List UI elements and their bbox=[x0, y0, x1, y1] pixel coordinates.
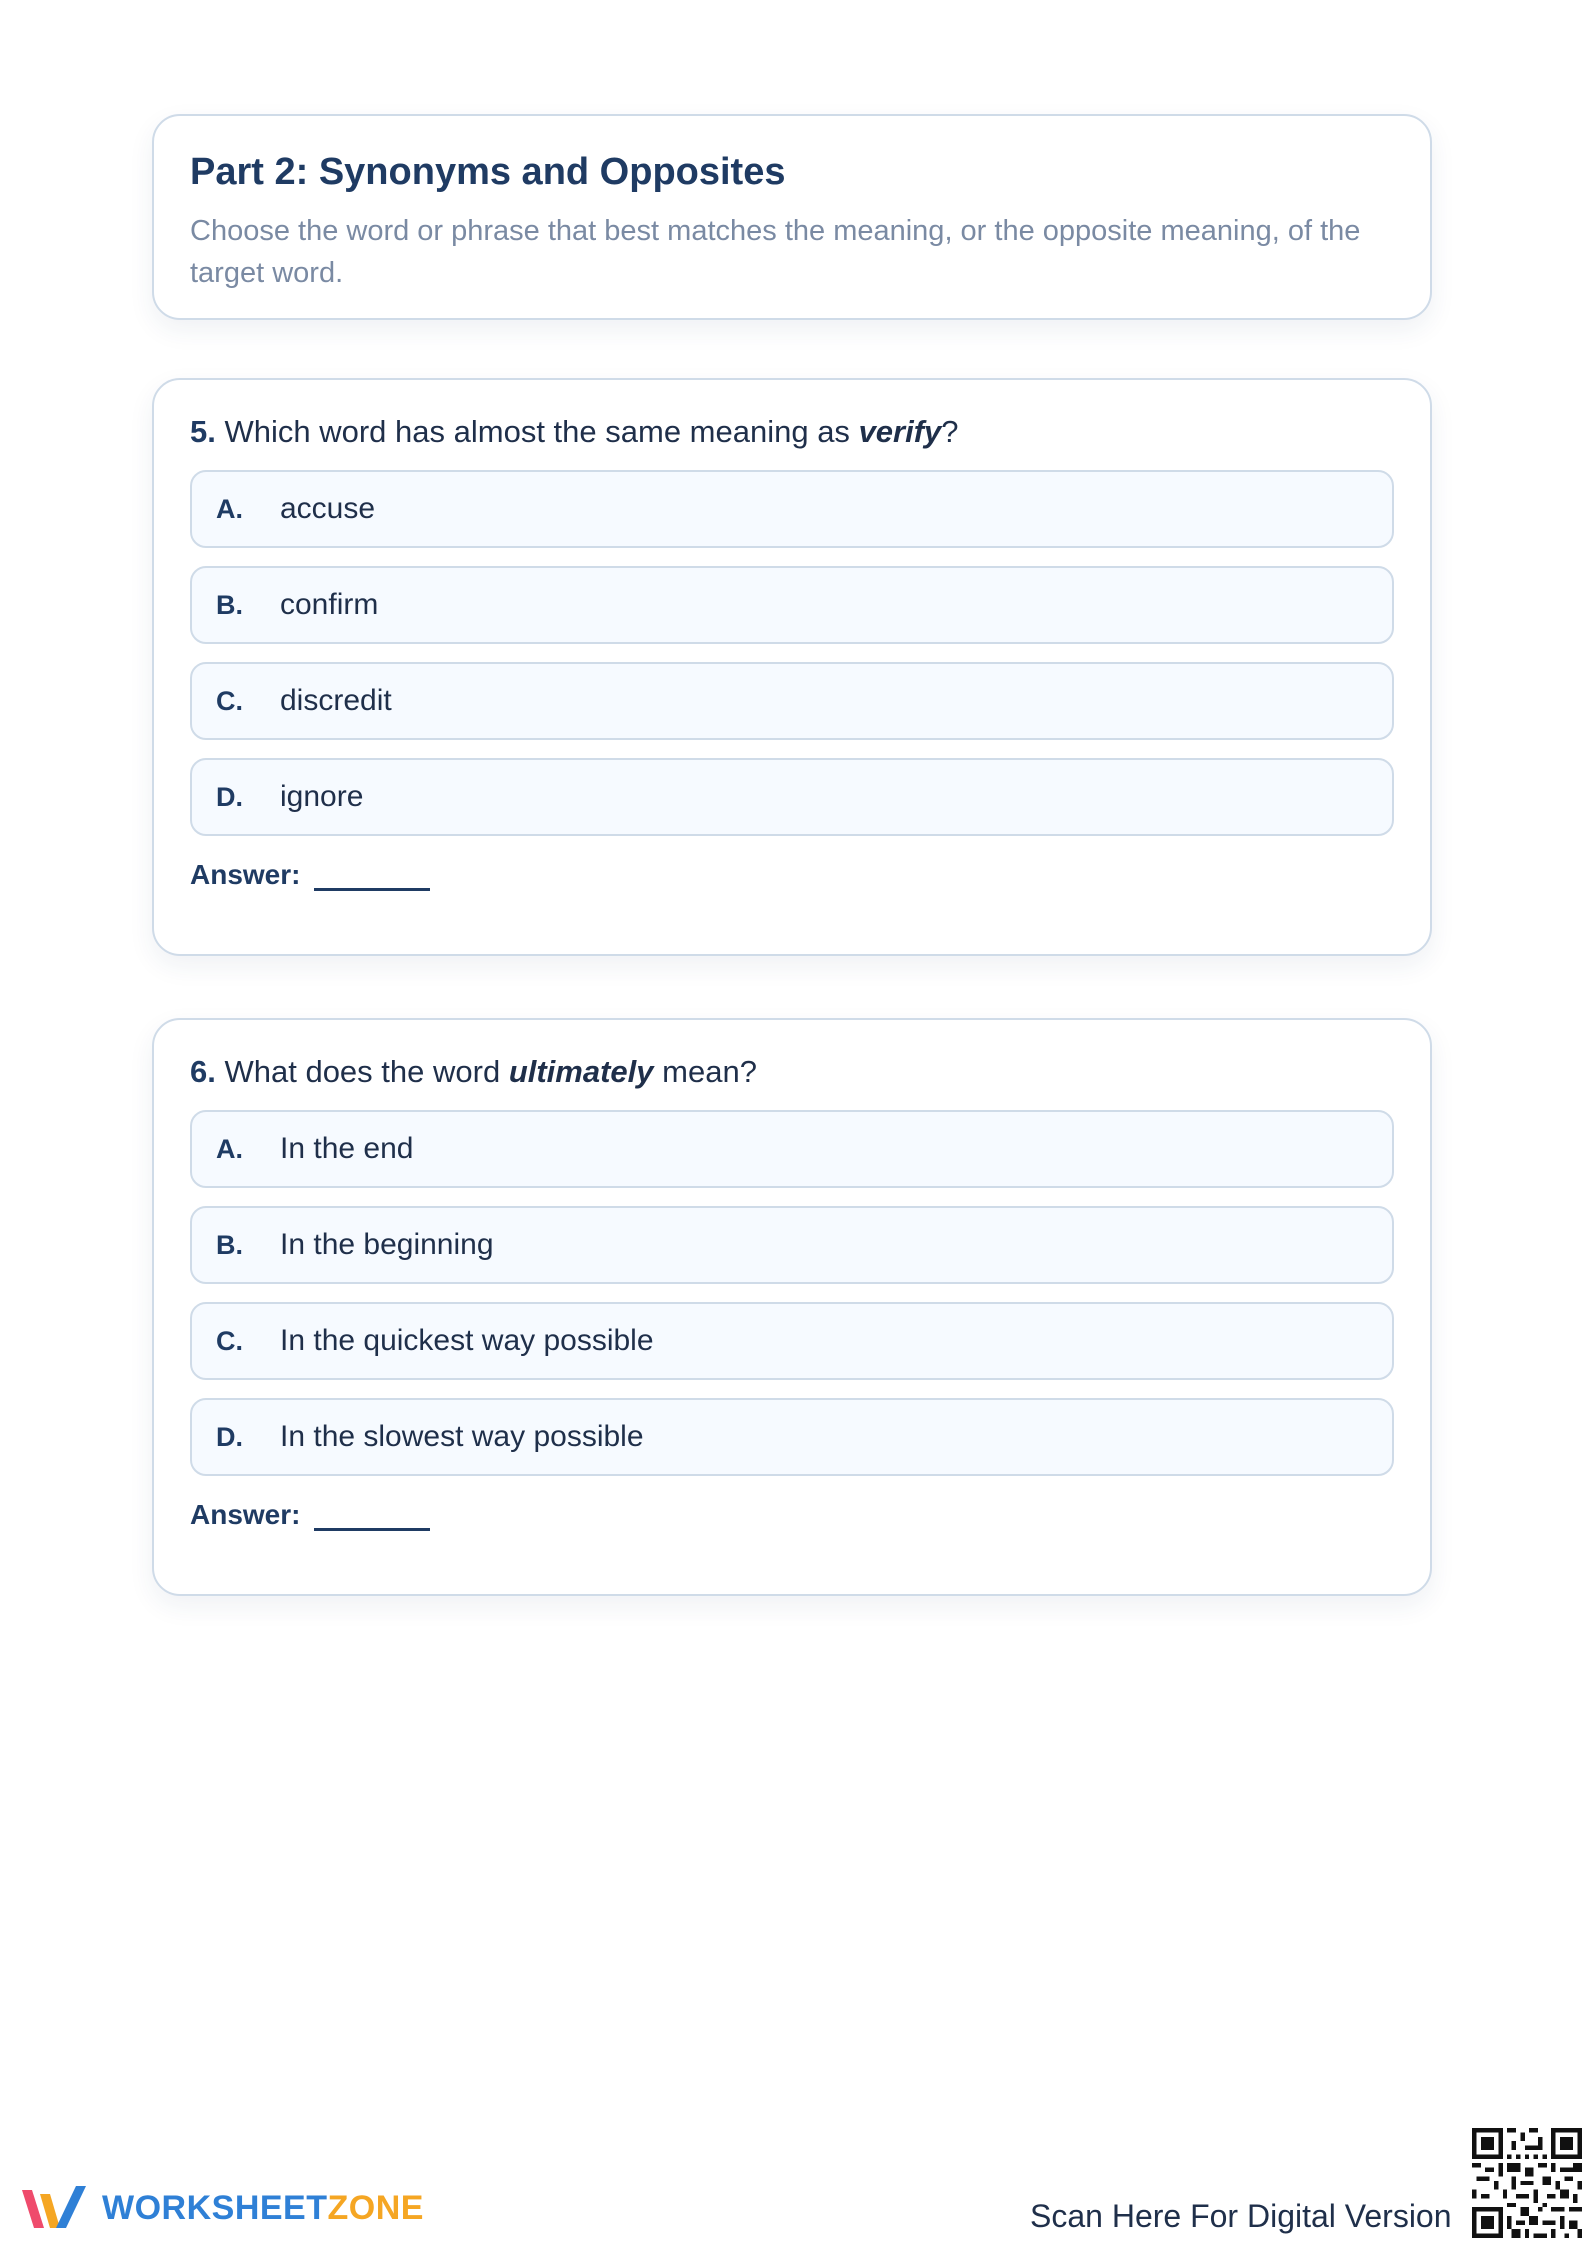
question-text bbox=[190, 1052, 1394, 1092]
option-text: ignore bbox=[280, 780, 364, 813]
option-a[interactable] bbox=[190, 1110, 1394, 1188]
question-number: 6. bbox=[190, 1054, 216, 1089]
option-d[interactable] bbox=[190, 1398, 1394, 1476]
option-c[interactable] bbox=[190, 662, 1394, 740]
brand-name-part1: WORKSHEET bbox=[102, 2188, 328, 2227]
answer-blank[interactable] bbox=[314, 858, 430, 891]
option-letter: B. bbox=[216, 1229, 243, 1260]
answer-blank[interactable] bbox=[314, 1498, 430, 1531]
section-header-card bbox=[152, 114, 1432, 320]
qr-code-icon[interactable] bbox=[1472, 2128, 1582, 2238]
option-text: discredit bbox=[280, 684, 392, 717]
answer-row bbox=[190, 858, 1394, 891]
question-number: 5. bbox=[190, 414, 216, 449]
question-keyword: ultimately bbox=[508, 1054, 654, 1089]
option-letter: A. bbox=[216, 1133, 243, 1164]
question-text bbox=[190, 412, 1394, 452]
brand-logo[interactable] bbox=[16, 2180, 424, 2236]
option-text: confirm bbox=[280, 588, 379, 621]
option-c[interactable] bbox=[190, 1302, 1394, 1380]
option-text: In the slowest way possible bbox=[280, 1420, 644, 1453]
question-card-6 bbox=[152, 1018, 1432, 1596]
option-d[interactable] bbox=[190, 758, 1394, 836]
option-letter: B. bbox=[216, 589, 243, 620]
option-letter: C. bbox=[216, 1325, 243, 1356]
option-text: In the end bbox=[280, 1132, 414, 1165]
section-description: Choose the word or phrase that best matches the meaning, or the opposite meaning, of the target word. bbox=[190, 214, 1361, 289]
question-prompt: What does the word bbox=[224, 1054, 501, 1089]
option-letter: D. bbox=[216, 1421, 243, 1452]
worksheetzone-logo-icon bbox=[16, 2180, 92, 2236]
answer-row bbox=[190, 1498, 1394, 1531]
answer-label: Answer: bbox=[190, 1499, 301, 1530]
brand-name-part2: ZONE bbox=[327, 2188, 424, 2227]
option-a[interactable] bbox=[190, 470, 1394, 548]
brand-name bbox=[102, 2189, 424, 2228]
question-card-5 bbox=[152, 378, 1432, 956]
option-letter: C. bbox=[216, 685, 243, 716]
question-prompt-end: mean? bbox=[662, 1054, 757, 1089]
option-b[interactable] bbox=[190, 1206, 1394, 1284]
section-title: Part 2: Synonyms and Opposites bbox=[190, 151, 786, 193]
question-keyword: verify bbox=[858, 414, 942, 449]
option-letter: D. bbox=[216, 781, 243, 812]
question-prompt-end: ? bbox=[941, 414, 959, 449]
scan-instruction: Scan Here For Digital Version bbox=[1030, 2198, 1452, 2234]
option-text: In the quickest way possible bbox=[280, 1324, 654, 1357]
option-letter: A. bbox=[216, 493, 243, 524]
answer-label: Answer: bbox=[190, 859, 301, 890]
option-text: accuse bbox=[280, 492, 376, 525]
option-b[interactable] bbox=[190, 566, 1394, 644]
question-prompt: Which word has almost the same meaning as bbox=[224, 414, 850, 449]
option-text: In the beginning bbox=[280, 1228, 494, 1261]
